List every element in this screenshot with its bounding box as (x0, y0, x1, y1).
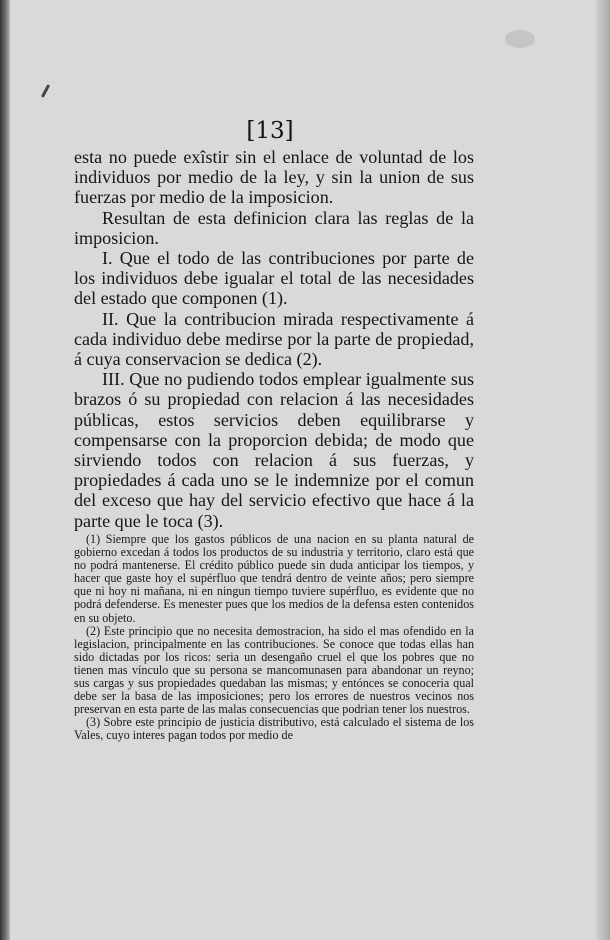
paragraph-rule-3: III. Que no pudiendo todos emplear igualmente sus brazos ó su propiedad con relacion á las necesidades públicas, estos servicios deben equilibrarse y compensarse con la proporcion debida; de modo que sirviendo todos con relacion á sus fuerzas, y propiedades á cada uno se le indemnize por el comun del exceso que hay del servicio efectivo que hace á la parte que le toca (3). (74, 369, 474, 531)
paragraph-rule-1: I. Que el todo de las contribuciones por parte de los individuos debe igualar el total de las necesidades del estado que componen (1). (74, 248, 474, 309)
ink-mark (41, 84, 50, 98)
paragraph-rule-2: II. Que la contribucion mirada respectivamente á cada individuo debe medirse por la parte de propiedad, á cuya conservacion se dedica (2). (74, 308, 474, 370)
paragraph-rules-intro: Resultan de esta definicion clara las reglas de la imposicion. (74, 207, 474, 248)
footnotes (74, 533, 474, 743)
footnote-1: (1) Siempre que los gastos públicos de una nacion en su planta natural de gobierno excedan á todos los productos de su industria y territorio, claro está que no podrá mantenerse. El crédito público puede sin duda anticipar los tiempos, y hacer que gaste hoy el supérfluo que tendrá dentro de veinte años; pero siempre que ni hoy ni mañana, ni en ningun tiempo tuviere supérfluo, es evidente que no podrá defenderse. Es menester pues que los medios de la defensa esten contenidos en su objeto. (74, 532, 474, 625)
paper-stain (505, 30, 535, 48)
main-text (74, 147, 474, 531)
page-number: [13] (246, 118, 294, 144)
paragraph-continuation: esta no puede exîstir sin el enlace de voluntad de los individuos por medio de la ley, y sin la union de sus fuerzas por medio de la imposicion. (74, 147, 474, 208)
footnote-2: (2) Este principio que no necesita demostracion, ha sido el mas ofendido en la legislacion, principalmente en las contribuciones. Se conoce que todas ellas han sido dictadas por los ricos: seria un desengaño cruel el que los pobres que no tienen mas vínculo que su persona se mancomunasen para abandonar un reyno; sus cargas y sus propiedades quedaban las mismas; y entónces se conoceria qual debe ser la basa de las imposiciones; pero los errores de nuestros vecinos nos preservan en esta parte de las malas consecuencias que podrian tener los nuestros. (74, 623, 474, 717)
footnote-3: (3) Sobre este principio de justicia distributivo, está calculado el sistema de los Vales, cuyo interes pagan todos por medio de (74, 715, 474, 743)
page-right-edge (596, 0, 610, 940)
